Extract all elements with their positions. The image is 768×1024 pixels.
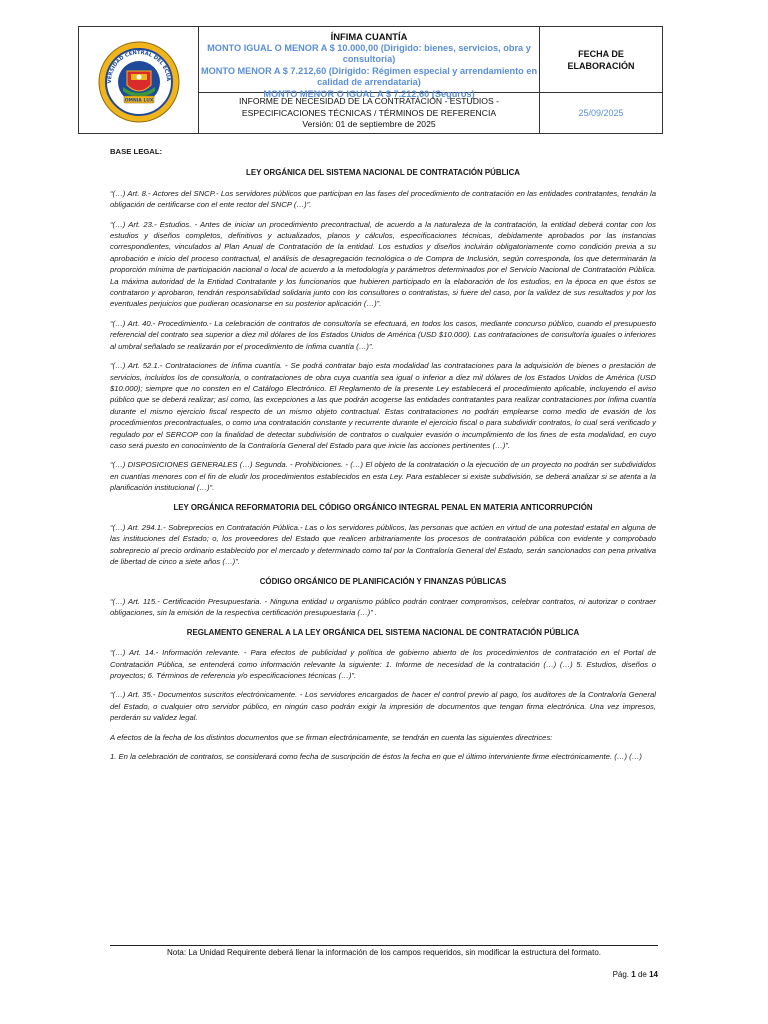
date-value: 25/09/2025 (578, 108, 624, 118)
date-label: FECHA DE ELABORACIÓN (567, 48, 635, 71)
paragraph-art-115: “(…) Art. 115.- Certificación Presupuestaria. - Ninguna entidad u organismo público podrán contraer compromisos, celebrar contratos, ni autorizar o contraer obligaciones, sin la emisión de la respectiva certificación presupuestaria (…)” . (110, 597, 656, 618)
section-heading-reglamento: REGLAMENTO GENERAL A LA LEY ORGÁNICA DEL SISTEMA NACIONAL DE CONTRATACIÓN PÚBLICA (186, 627, 580, 637)
title-cell (199, 27, 540, 99)
university-seal-logo (79, 27, 199, 133)
document-body (110, 146, 656, 770)
date-label-cell (540, 27, 662, 93)
section-heading-losncp: LEY ORGÁNICA DEL SISTEMA NACIONAL DE CONTRATACIÓN PÚBLICA (246, 168, 520, 178)
page-of: de (637, 970, 647, 979)
paragraph-art-40: “(…) Art. 40.- Procedimiento.- La celebración de contratos de consultoría se efectuará, en todos los casos, mediante concurso público, cuando el presupuesto referencial del contrato sea superior a diez mil dólares de los Estados Unidos de América (USD $10.000). Las contrataciones de consultoría iguales o inferiores al umbral señalado se realizarán por el procedimiento de ínfima cuantía (…)”. (110, 318, 656, 351)
paragraph-directrices: A efectos de la fecha de los distintos documentos que se firman electrónicamente, se tendrán en cuenta las siguientes directrices: (110, 732, 553, 742)
report-cell (199, 93, 540, 133)
logo-text: VERSIDAD CENTRAL DEL ECUA (106, 49, 172, 84)
paragraph-art-8: “(…) Art. 8.- Actores del SNCP.- Los servidores públicos que participan en las fases del procedimiento de contratación en las entidades contratantes, tendrán la obligación de certificarse con el ente rector del SNCP (…)”. (110, 188, 656, 210)
paragraph-disposiciones: “(…) DISPOSICIONES GENERALES (…) Segunda. - Prohibiciones. - (…) El objeto de la contratación o la ejecución de un proyecto no podrán ser subdivididos en cuantías menores con el fin de eludir los procedimientos establecidos en esta Ley. Para establecer si existe subdivisión, se deberá analizar si se atenta a la planificación institucional (…)”. (110, 460, 656, 493)
header-table (78, 26, 663, 134)
page-number (613, 970, 658, 979)
page-total: 14 (649, 970, 658, 979)
paragraph-item-1: 1. En la celebración de contratos, se considerará como fecha de suscripción de éstos la fecha en que el último interviniente firme electrónicamente. (…) (…) (110, 752, 642, 762)
amount-line-3: MONTO MENOR O IGUAL A $ 7.212,60 (Seguros) (263, 88, 475, 99)
base-legal-heading: BASE LEGAL: (110, 147, 163, 156)
page-current: 1 (631, 970, 636, 979)
paragraph-art-52-1: “(…) Art. 52.1.- Contrataciones de ínfima cuantía. - Se podrá contratar bajo esta modalidad las contrataciones para la adquisición de bienes o prestación de servicios, incluidos los de consultoría, o contrataciones de obra cuya cuantía sea igual o inferior a diez mil dólares de los Estados Unidos de América (USD $10.000); siempre que no consten en el Catálogo Electrónico. El Reglamento de la presente Ley establecerá el procedimiento aplicable, incluyendo el aviso público que se deberá realizar; así como, las excepciones a las que podrán acogerse las entidades contratantes para realizar contrataciones por ínfima cuantía durante el mismo ejercicio fiscal respecto de un mismo objeto contractual. Estas contrataciones no podrán emplearse como medio de evasión de los procedimientos precontractuales, o como una contratación constante y recurrente durante el ejercicio fiscal o para subdividir contratos, lo cual será verificado y regulado por el SERCOP con la finalidad de detectar subdivisión de contratos o cualquier evasión o incumplimiento de los fines de esta modalidad, en cuyo caso será puesto en conocimiento de la Contraloría General del Estado para que inicie las acciones pertinentes (…)”. (110, 361, 656, 450)
section-heading-copfp: CÓDIGO ORGÁNICO DE PLANIFICACIÓN Y FINANZAS PÚBLICAS (259, 576, 507, 586)
section-heading-coip: LEY ORGÁNICA REFORMATORIA DEL CÓDIGO ORGÁNICO INTEGRAL PENAL EN MATERIA ANTICORRUPCIÓN (173, 502, 593, 512)
amount-line-1: MONTO IGUAL O MENOR A $ 10.000,00 (Dirigido: bienes, servicios, obra y consultoría) (207, 42, 531, 65)
paragraph-art-294-1: “(…) Art. 294.1.- Sobreprecios en Contratación Pública.- Las o los servidores públicos, las personas que actúen en virtud de una potestad estatal en alguna de las instituciones del Estado; o, los proveedores del Estado que realicen arbitrariamente los procesos de contratación pública con evidente y comprobado sobreprecio al precio ordinario establecido por el mercado y determinado como tal por la Contraloría General del Estado, serán sancionados con pena privativa de libertad de cinco a siete años (…)”. (110, 522, 656, 567)
logo-cell (79, 27, 199, 133)
date-value-cell (540, 93, 662, 133)
footer-note: Nota: La Unidad Requirente deberá llenar la información de los campos requeridos, sin modificar la estructura del formato. (166, 948, 601, 957)
page-prefix: Pág. (612, 970, 630, 979)
paragraph-art-35: “(…) Art. 35.- Documentos suscritos electrónicamente. - Los servidores encargados de hacer el control previo al pago, los auditores de la Contraloría General del Estado, o cualquier otro servidor público, en ningún caso podrán exigir la impresión de documentos que tengan firma electrónica. Una vez impresos, perderán su validez legal. (110, 690, 656, 723)
logo-ribbon-text: OMNIA LUX (124, 98, 154, 104)
footer-divider (110, 945, 658, 946)
report-title: INFORME DE NECESIDAD DE LA CONTRATACIÓN - ESTUDIOS - ESPECIFICACIONES TÉCNICAS / TÉRMINOS DE REFERENCIA (239, 96, 499, 118)
paragraph-art-14: “(…) Art. 14.- Información relevante. - Para efectos de publicidad y política de gobierno abierto de los procedimientos de contratación en el Portal de Contratación Pública, se entenderá como información relevante la siguiente: 1. Informe de necesidad de la contratación (…) (…) 5. Estudios, diseños o proyectos; 6. Términos de referencia y/o especificaciones técnicas (…)”. (110, 648, 656, 681)
amount-line-2: MONTO MENOR A $ 7.212,60 (Dirigido: Régimen especial y arrendamiento en calidad de arrendataria) (200, 65, 538, 88)
document-title: ÍNFIMA CUANTÍA (330, 31, 408, 42)
version-text: Versión: 01 de septiembre de 2025 (302, 119, 436, 129)
paragraph-art-23: “(…) Art. 23.- Estudios. - Antes de iniciar un procedimiento precontractual, de acuerdo a la naturaleza de la contratación, la entidad deberá contar con los estudios y diseños completos, definitivos y actualizados, planos y cálculos, especificaciones técnicas, debidamente aprobados por las instancias correspondientes, vinculados al Plan Anual de Contratación de la entidad. Los estudios y diseños incluirán obligatoriamente como condición previa a su aprobación e inicio del proceso contractual, el análisis de desagregación tecnológica o de Compra de Inclusión, según corresponda, los que determinarán la proporción mínima de participación nacional o local de acuerdo a la metodología y parámetros determinados por el Servicio Nacional de Contratación Pública. La máxima autoridad de la Entidad Contratante y los funcionarios que hubieren participado en la elaboración de los estudios, en la época en que éstos se contrataron y aprobaron, tendrán responsabilidad solidaria junto con los consultores o contratistas, si fuere del caso, por la validez de sus resultados y por los eventuales perjuicios que pudieran ocasionarse en su posterior aplicación (…)”. (110, 219, 656, 309)
